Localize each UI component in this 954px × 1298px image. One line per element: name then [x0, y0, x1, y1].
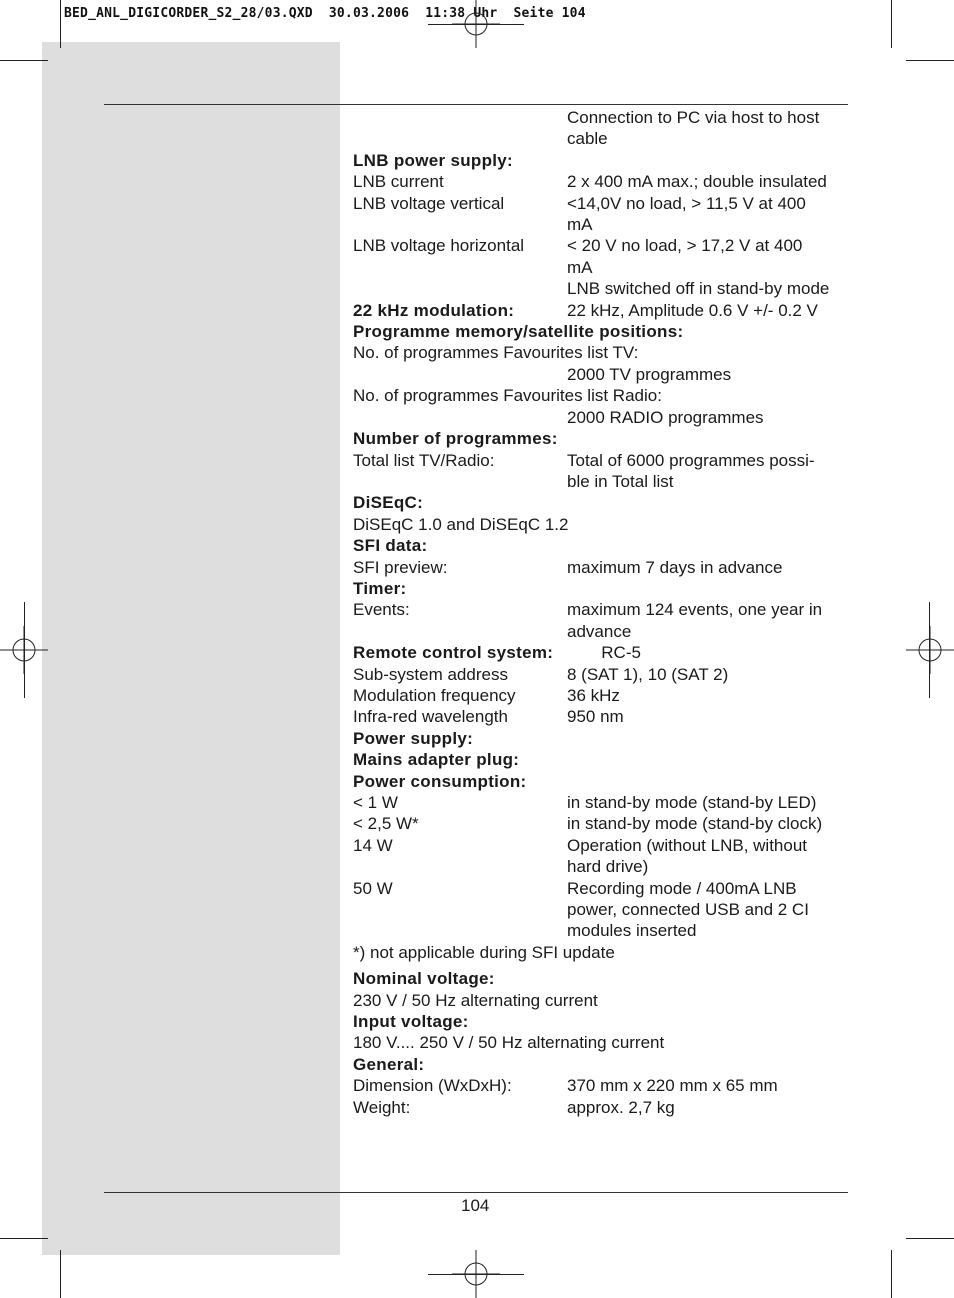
diseqc-text: DiSEqC 1.0 and DiSEqC 1.2 — [353, 514, 569, 534]
crop-mark-tr-v — [891, 0, 892, 48]
reg-tick-left — [24, 602, 25, 698]
num-programmes-heading: Number of programmes: — [353, 429, 558, 449]
print-slug-line: BED_ANL_DIGICORDER_S2_28/03.QXD 30.03.2006 11:38 Uhr Seite 104 — [64, 6, 586, 21]
mains-heading: Mains adapter plug: — [353, 750, 520, 770]
modulation-row: Modulation frequency 36 kHz — [353, 685, 620, 705]
input-text: 180 V.... 250 V / 50 Hz alternating current — [353, 1033, 665, 1053]
crop-mark-tr-h — [906, 60, 954, 61]
fav-tv-label: No. of programmes Favourites list TV: — [353, 343, 639, 363]
consumption-row: < 2,5 W* in stand-by mode (stand-by clock) — [353, 814, 823, 834]
gray-margin-band — [42, 42, 340, 1255]
weight-row: Weight: approx. 2,7 kg — [353, 1097, 675, 1117]
page-number: 104 — [461, 1196, 490, 1215]
remote-value: RC-5 — [601, 643, 641, 663]
crop-mark-bl-h — [0, 1238, 48, 1239]
total-list-row: Total list TV/Radio: Total of 6000 programmes possi- ble in Total list — [353, 450, 815, 491]
lnb-heading: LNB power supply: — [353, 150, 513, 170]
fav-tv-value: 2000 TV programmes — [567, 364, 732, 384]
timer-heading: Timer: — [353, 578, 407, 598]
lnb-current-row: LNB current 2 x 400 mA max.; double insulated — [353, 172, 827, 192]
sfi-preview-row: SFI preview: maximum 7 days in advance — [353, 557, 783, 577]
sfi-heading: SFI data: — [353, 536, 428, 556]
dimension-row: Dimension (WxDxH): 370 mm x 220 mm x 65 mm — [353, 1076, 778, 1096]
technical-data-block — [353, 107, 853, 1118]
reg-tick-right — [929, 602, 930, 698]
fav-radio-value: 2000 RADIO programmes — [567, 407, 764, 427]
consumption-heading: Power consumption: — [353, 771, 527, 791]
registration-mark-right — [906, 626, 954, 674]
fav-radio-label: No. of programmes Favourites list Radio: — [353, 386, 662, 406]
lnb-horizontal-row: LNB voltage horizontal < 20 V no load, > 17,2 V at 400 mA — [353, 236, 803, 277]
subsystem-row: Sub-system address 8 (SAT 1), 10 (SAT 2) — [353, 664, 729, 684]
reg-tick-bottom — [428, 1274, 524, 1275]
lnb-vertical-row: LNB voltage vertical <14,0V no load, > 11,5 V at 400 mA — [353, 193, 806, 235]
crop-mark-tl-h — [0, 60, 48, 61]
input-heading: Input voltage: — [353, 1012, 469, 1032]
crop-mark-tl-v — [60, 0, 61, 48]
header-rule — [104, 104, 848, 105]
footer-rule — [104, 1192, 848, 1193]
nominal-heading: Nominal voltage: — [353, 969, 495, 989]
consumption-row: 50 W Recording mode / 400mA LNB power, connected USB and 2 CI modules inserted — [353, 878, 809, 941]
footnote: *) not applicable during SFI update — [353, 942, 615, 962]
diseqc-heading: DiSEqC: — [353, 493, 424, 513]
consumption-row: < 1 W in stand-by mode (stand-by LED) — [353, 793, 817, 812]
nominal-text: 230 V / 50 Hz alternating current — [353, 990, 598, 1010]
lnb-standby-text: LNB switched off in stand-by mode — [567, 279, 830, 299]
events-row: Events: maximum 124 events, one year in advance — [353, 600, 823, 641]
crop-mark-br-v — [891, 1250, 892, 1298]
crop-mark-br-h — [906, 1238, 954, 1239]
power-supply-heading: Power supply: — [353, 728, 474, 748]
consumption-row: 14 W Operation (without LNB, without hard drive) — [353, 835, 808, 877]
khz-row: 22 kHz modulation: 22 kHz, Amplitude 0.6 V +/- 0.2 V — [353, 300, 818, 320]
reg-tick-top — [428, 24, 524, 25]
pc-connection-text: Connection to PC via host to host cable — [567, 108, 820, 149]
infrared-row: Infra-red wavelength 950 nm — [353, 707, 624, 727]
remote-heading: Remote control system: RC-5 — [353, 643, 641, 663]
general-heading: General: — [353, 1054, 425, 1074]
crop-mark-bl-v — [60, 1250, 61, 1298]
memory-heading: Programme memory/satellite positions: — [353, 322, 684, 342]
